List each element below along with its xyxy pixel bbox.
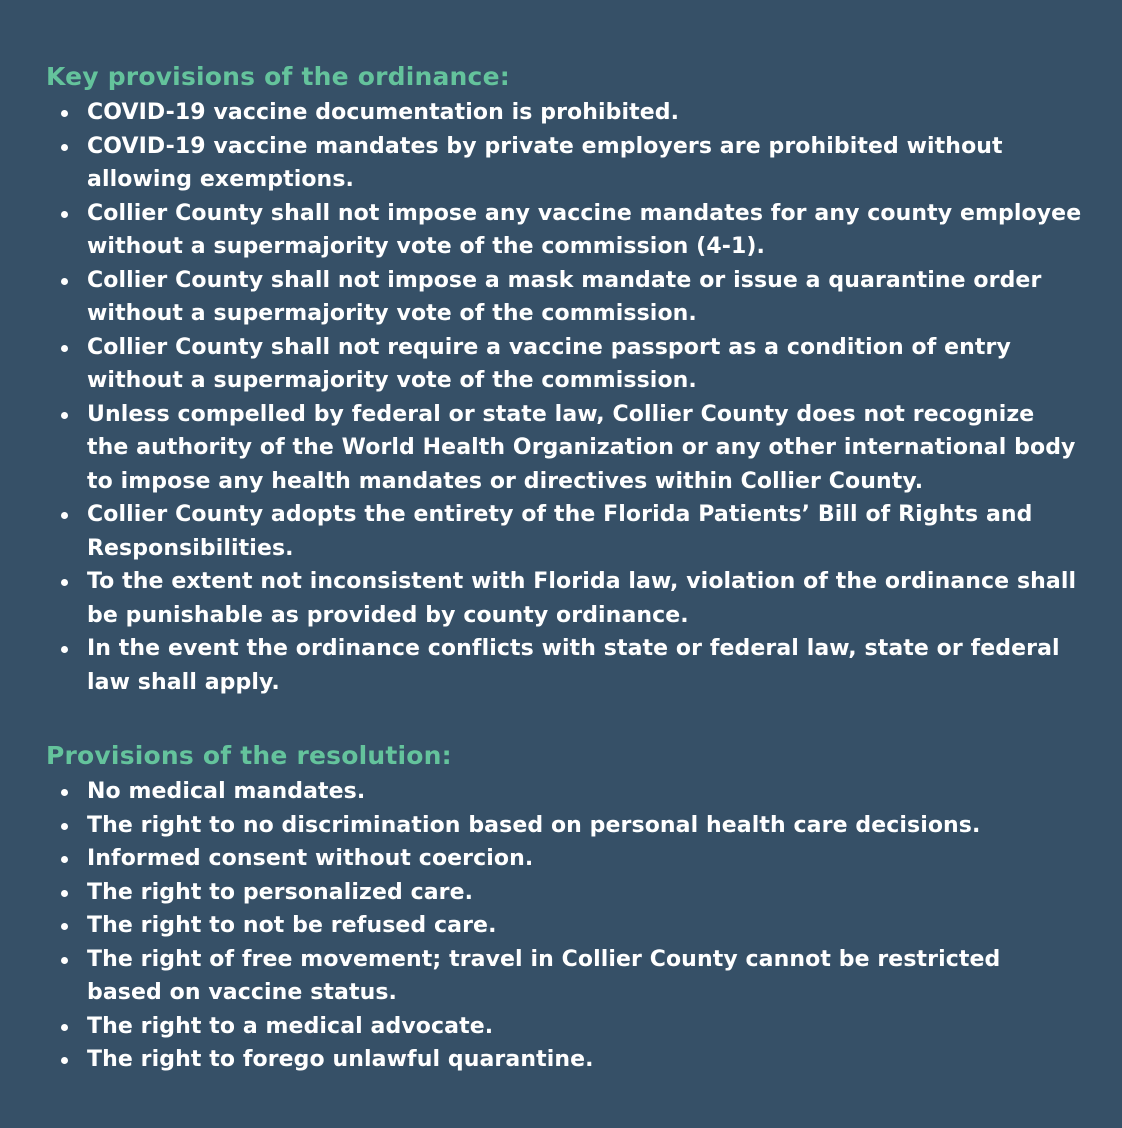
list-item-text: Unless compelled by federal or state law, Collier County does not recognize the authority of the World Health Organization or any other international body to impose any health mandates or directives within Collier County. xyxy=(87,401,1076,494)
section-spacer xyxy=(46,699,1082,739)
bullet-icon xyxy=(61,856,68,863)
bullet-icon xyxy=(61,890,68,897)
list-item-text: The right to forego unlawful quarantine. xyxy=(87,1047,594,1072)
list-item xyxy=(46,565,1082,632)
list-item-text: The right to no discrimination based on personal health care decisions. xyxy=(87,812,981,838)
bullet-icon xyxy=(61,1057,68,1064)
list-item xyxy=(46,331,1082,398)
list-item xyxy=(46,1010,1082,1044)
bullet-icon xyxy=(61,789,68,796)
list-item xyxy=(46,130,1082,197)
list-item xyxy=(46,632,1082,699)
list-item-text: Informed consent without coercion. xyxy=(87,846,534,871)
bullet-icon xyxy=(61,1024,68,1031)
bullet-icon xyxy=(61,144,68,151)
bullet-icon xyxy=(61,345,68,352)
bullet-icon xyxy=(61,278,68,285)
list-item xyxy=(46,498,1082,565)
list-item xyxy=(46,842,1082,876)
ordinance-heading: Key provisions of the ordinance: xyxy=(46,62,510,91)
list-item-text: The right to personalized care. xyxy=(87,879,474,905)
bullet-icon xyxy=(61,923,68,930)
bullet-icon xyxy=(61,412,68,419)
bullet-icon xyxy=(61,646,68,653)
list-item-text: No medical mandates. xyxy=(87,779,366,804)
list-item xyxy=(46,264,1082,331)
list-item xyxy=(46,943,1082,1010)
bullet-icon xyxy=(61,579,68,586)
list-item-text: The right of free movement; travel in Collier County cannot be restricted based on vaccine status. xyxy=(87,946,1001,1005)
list-item-text: COVID-19 vaccine mandates by private employers are prohibited without allowing exemptions. xyxy=(87,133,1003,192)
list-item-text: In the event the ordinance conflicts with state or federal law, state or federal law shall apply. xyxy=(87,636,1060,695)
ordinance-list xyxy=(46,96,1082,699)
list-item xyxy=(46,197,1082,264)
list-item-text: COVID-19 vaccine documentation is prohibited. xyxy=(87,100,680,125)
bullet-icon xyxy=(61,512,68,519)
list-item xyxy=(46,909,1082,943)
resolution-heading: Provisions of the resolution: xyxy=(46,741,452,770)
resolution-list xyxy=(46,775,1082,1077)
list-item xyxy=(46,96,1082,130)
list-item xyxy=(46,876,1082,910)
bullet-icon xyxy=(61,110,68,117)
list-item-text: The right to not be refused care. xyxy=(87,913,497,938)
list-item-text: Collier County shall not impose any vaccine mandates for any county employee without a supermajority vote of the commission (4-1). xyxy=(87,200,1082,259)
bullet-icon xyxy=(61,957,68,964)
bullet-icon xyxy=(61,823,68,830)
bullet-icon xyxy=(61,211,68,218)
list-item-text: Collier County shall not impose a mask mandate or issue a quarantine order without a supermajority vote of the commission. xyxy=(87,267,1042,326)
list-item xyxy=(46,398,1082,499)
list-item-text: Collier County shall not require a vaccine passport as a condition of entry without a supermajority vote of the commission. xyxy=(87,334,1011,393)
list-item-text: Collier County adopts the entirety of the Florida Patients’ Bill of Rights and Responsibilities. xyxy=(87,502,1033,561)
list-item-text: The right to a medical advocate. xyxy=(87,1013,494,1039)
list-item xyxy=(46,775,1082,809)
list-item-text: To the extent not inconsistent with Florida law, violation of the ordinance shall be punishable as provided by county ordinance. xyxy=(87,569,1077,628)
list-item xyxy=(46,1043,1082,1077)
list-item xyxy=(46,809,1082,843)
